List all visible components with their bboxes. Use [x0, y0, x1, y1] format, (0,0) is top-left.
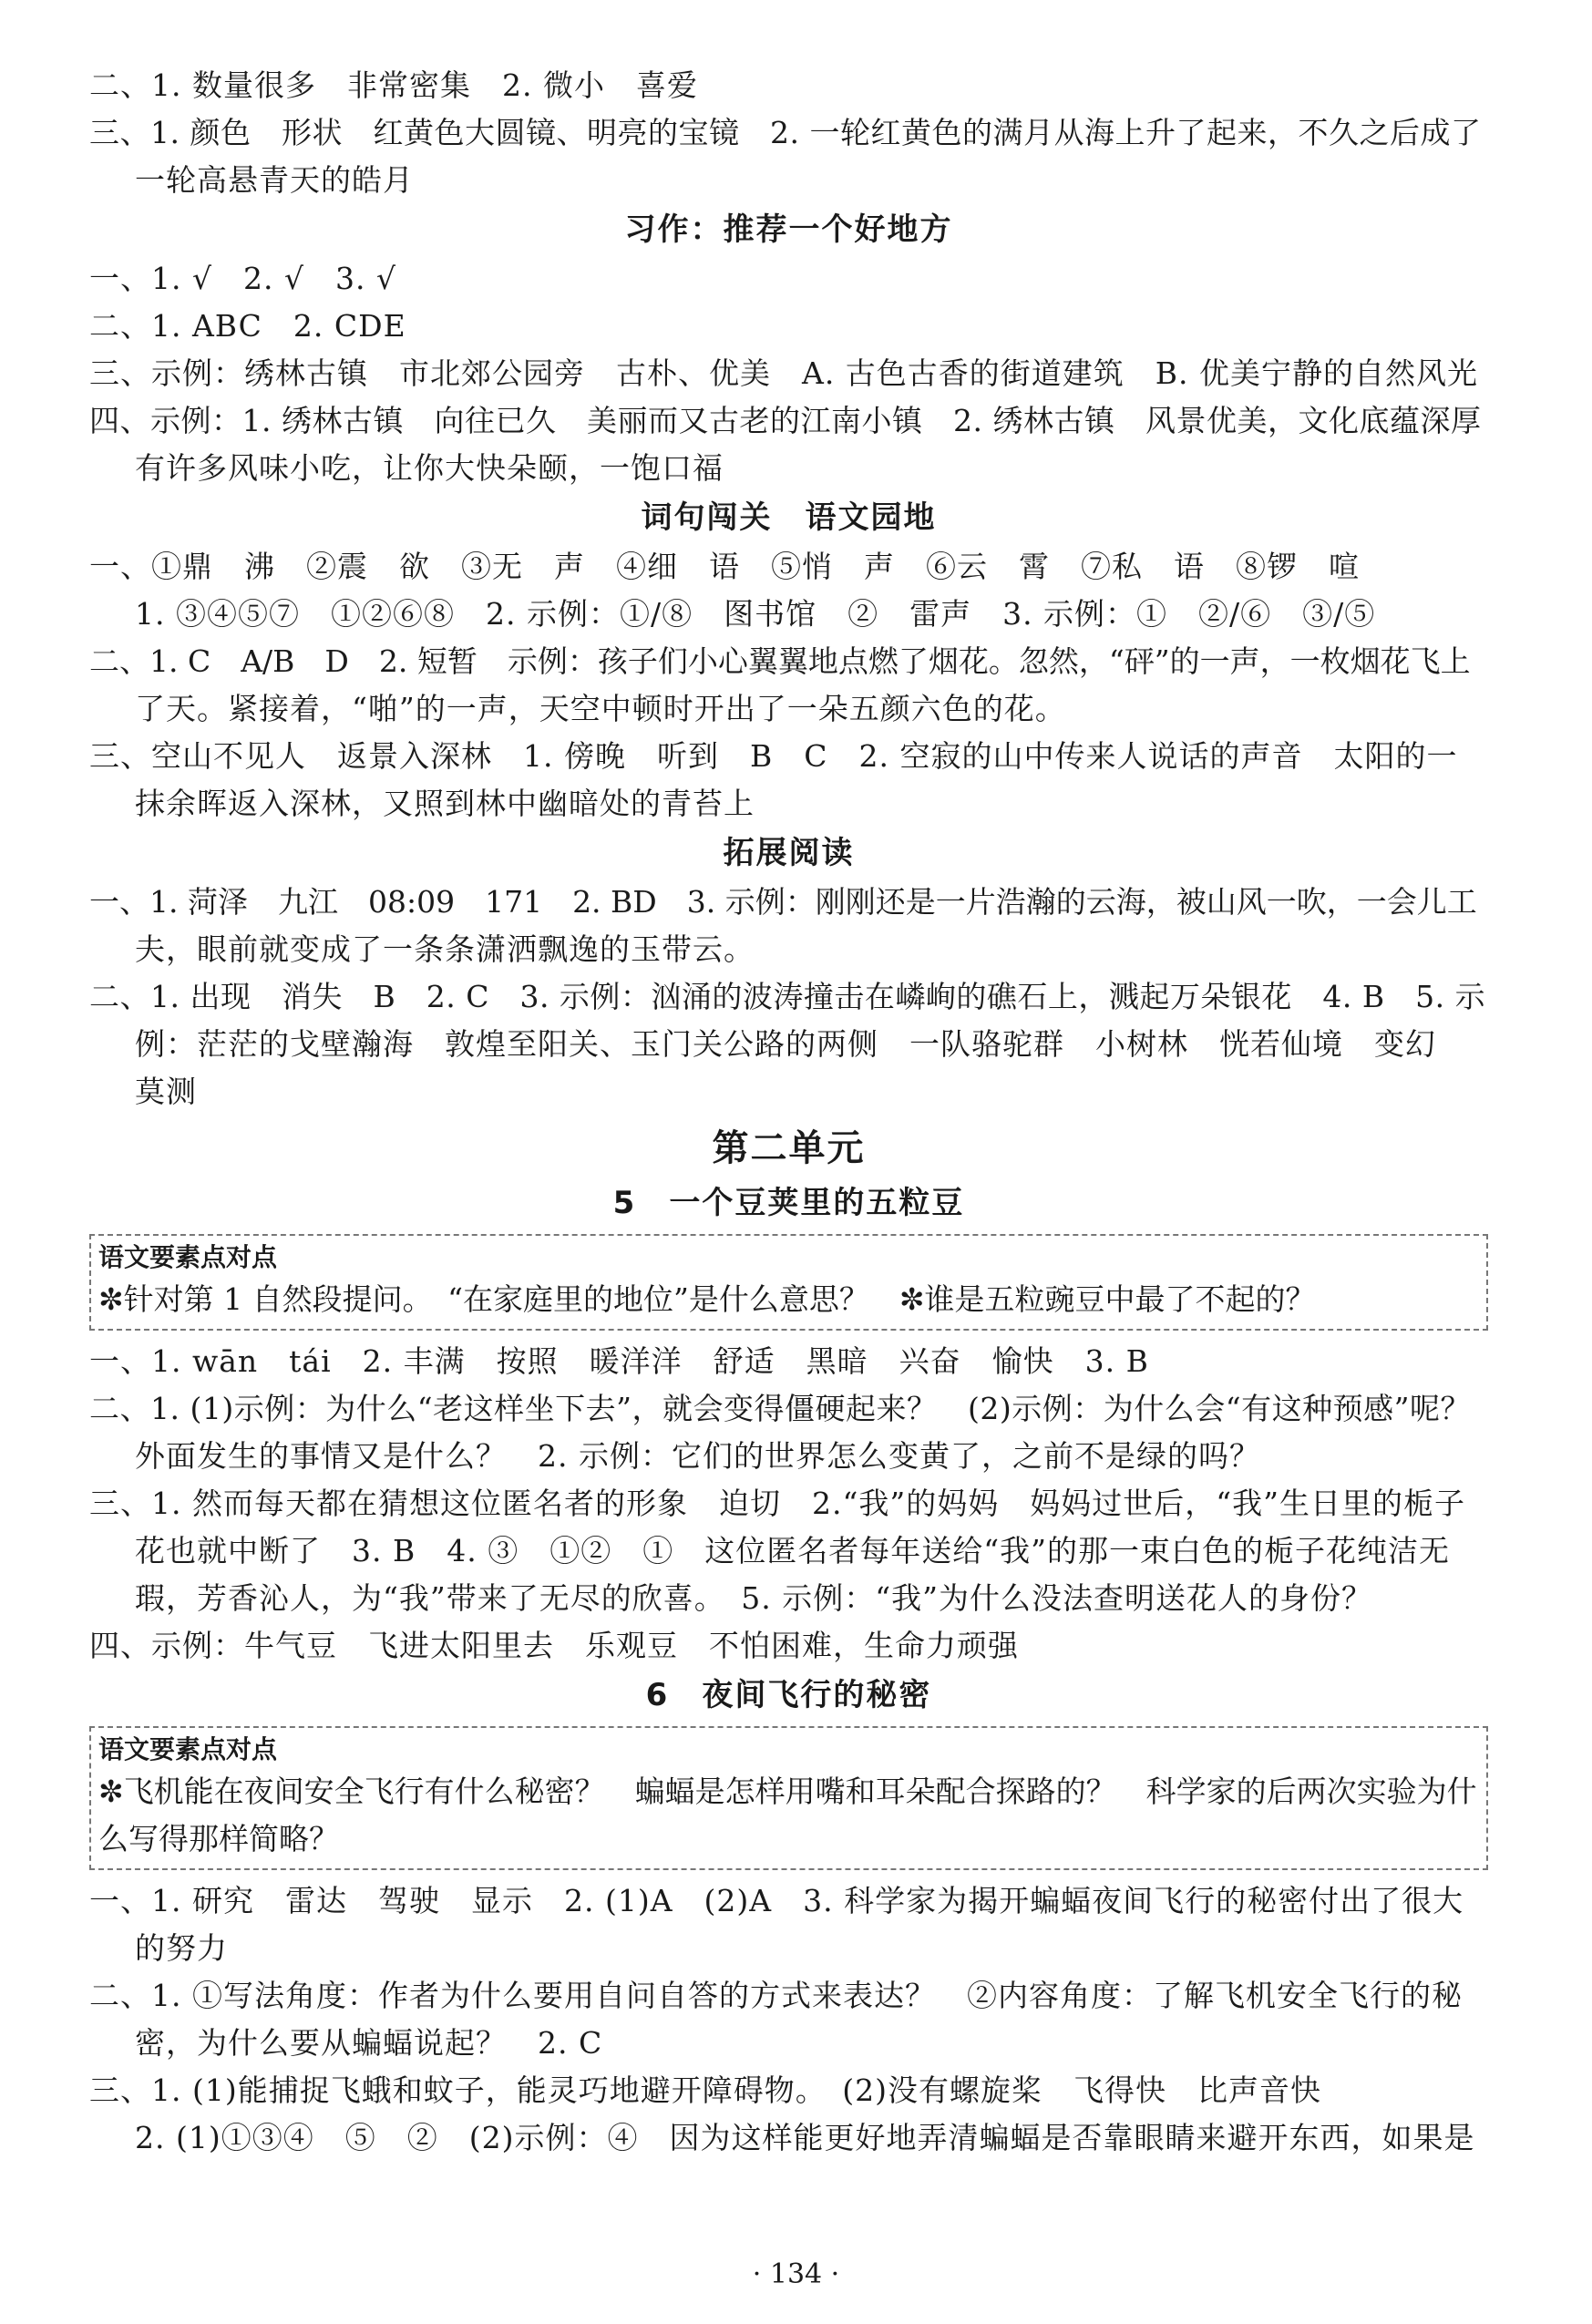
- answer-line: 一、1. 菏泽 九江 08:09 171 2. BD 3. 示例：刚刚还是一片浩瀚的云海，被山风一吹，一会儿工: [89, 884, 1477, 920]
- key-points-text: ✼针对第 1 自然段提问。 “在家庭里的地位”是什么意思？ ✼谁是五粒豌豆中最了不起的？: [98, 1281, 1316, 1317]
- lesson-6-title: 6 夜间飞行的秘密: [645, 1677, 932, 1713]
- key-points-box: [89, 1234, 1488, 1331]
- key-points-title: 语文要素点对点: [98, 1242, 278, 1272]
- unit-heading: 第二单元: [712, 1127, 866, 1169]
- answer-line: 一、1. √ 2. √ 3. √: [89, 261, 397, 296]
- answer-line: 1. ③④⑤⑦ ①②⑥⑧ 2. 示例：①/⑧ 图书馆 ② 雷声 3. 示例：① ②/⑥ ③/⑤: [135, 596, 1376, 632]
- answer-line: 四、示例：1. 绣林古镇 向往已久 美丽而又古老的江南小镇 2. 绣林古镇 风景优美，文化底蕴深厚: [89, 403, 1482, 438]
- page-content: [89, 62, 1488, 2162]
- answer-line: 二、1. ①写法角度：作者为什么要用自问自答的方式来表达？ ②内容角度：了解飞机安全飞行的秘: [89, 1978, 1463, 2013]
- answer-line: 三、1. (1)能捕捉飞蛾和蚊子，能灵巧地避开障碍物。 (2)没有螺旋桨 飞得快 比声音快: [89, 2072, 1321, 2108]
- answer-line: 例：茫茫的戈壁瀚海 敦煌至阳关、玉门关公路的两侧 一队骆驼群 小树林 恍若仙境 变幻: [135, 1026, 1436, 1062]
- key-points-text: ✼飞机能在夜间安全飞行有什么秘密？ 蝙蝠是怎样用嘴和耳朵配合探路的？ 科学家的后两次实验为什么写得那样简略？: [98, 1774, 1477, 1856]
- answer-line: 二、1. ABC 2. CDE: [89, 308, 406, 344]
- section-heading-xizuo: 习作：推荐一个好地方: [624, 211, 953, 248]
- page-number: · 134 ·: [752, 2258, 840, 2290]
- key-points-title: 语文要素点对点: [98, 1734, 278, 1764]
- answer-line: 二、1. 数量很多 非常密集 2. 微小 喜爱: [89, 67, 698, 103]
- answer-line: 夫，眼前就变成了一条条潇洒飘逸的玉带云。: [135, 931, 755, 967]
- answer-line: 的努力: [135, 1930, 228, 1966]
- answer-line: 有许多风味小吃，让你大快朵颐，一饱口福: [135, 450, 724, 486]
- answer-line: 抹余晖返入深林，又照到林中幽暗处的青苔上: [135, 786, 755, 821]
- section-heading-tuozhan: 拓展阅读: [723, 835, 855, 871]
- section-heading-ciju: 词句闯关 语文园地: [641, 499, 937, 536]
- key-points-box: [89, 1726, 1488, 1870]
- answer-line: 花也就中断了 3. B 4. ③ ①② ① 这位匿名者每年送给“我”的那一束白色的栀子花纯洁无: [135, 1533, 1450, 1568]
- answer-line: 莫测: [135, 1074, 197, 1109]
- answer-line: 三、示例：绣林古镇 市北郊公园旁 古朴、优美 A. 古色古香的街道建筑 B. 优美宁静的自然风光: [89, 355, 1479, 391]
- answer-line: 二、1. (1)示例：为什么“老这样坐下去”，就会变得僵硬起来？ (2)示例：为什么会“有这种预感”呢？: [89, 1391, 1471, 1426]
- answer-line: 二、1. C A/B D 2. 短暂 示例：孩子们小心翼翼地点燃了烟花。忽然，“砰”的一声，一枚烟花飞上: [89, 643, 1471, 679]
- answer-line: 了天。紧接着，“啪”的一声，天空中顿时开出了一朵五颜六色的花。: [135, 691, 1066, 726]
- answer-line: 外面发生的事情又是什么？ 2. 示例：它们的世界怎么变黄了，之前不是绿的吗？: [135, 1438, 1260, 1474]
- answer-line: 二、1. 出现 消失 B 2. C 3. 示例：汹涌的波涛撞击在嶙峋的礁石上，溅起万朵银花 4. B 5. 示: [89, 979, 1486, 1014]
- answer-line: 瑕，芳香沁人，为“我”带来了无尽的欣喜。 5. 示例：“我”为什么没法查明送花人的身份？: [135, 1580, 1372, 1616]
- answer-line: 一、1. wān tái 2. 丰满 按照 暖洋洋 舒适 黑暗 兴奋 愉快 3. B: [89, 1343, 1149, 1379]
- answer-line: 一、①鼎 沸 ②震 欲 ③无 声 ④细 语 ⑤悄 声 ⑥云 霄 ⑦私 语 ⑧锣 喧: [89, 549, 1360, 584]
- answer-line: 三、1. 然而每天都在猜想这位匿名者的形象 迫切 2.“我”的妈妈 妈妈过世后，“我”生日里的栀子: [89, 1486, 1465, 1521]
- answer-line: 三、空山不见人 返景入深林 1. 傍晚 听到 B C 2. 空寂的山中传来人说话的声音 太阳的一: [89, 738, 1458, 774]
- answer-line: 2. (1)①③④ ⑤ ② (2)示例：④ 因为这样能更好地弄清蝙蝠是否靠眼睛来避开东西，如果是: [135, 2120, 1475, 2155]
- answer-line: 三、1. 颜色 形状 红黄色大圆镜、明亮的宝镜 2. 一轮红黄色的满月从海上升了起来，不久之后成了: [89, 115, 1482, 150]
- answer-line: 一轮高悬青天的皓月: [135, 162, 414, 198]
- answer-line: 一、1. 研究 雷达 驾驶 显示 2. (1)A (2)A 3. 科学家为揭开蝙蝠夜间飞行的秘密付出了很大: [89, 1883, 1464, 1918]
- answer-line: 四、示例：牛气豆 飞进太阳里去 乐观豆 不怕困难，生命力顽强: [89, 1628, 1019, 1663]
- lesson-5-title: 5 一个豆荚里的五粒豆: [612, 1185, 965, 1221]
- answer-line: 密，为什么要从蝙蝠说起？ 2. C: [135, 2025, 603, 2061]
